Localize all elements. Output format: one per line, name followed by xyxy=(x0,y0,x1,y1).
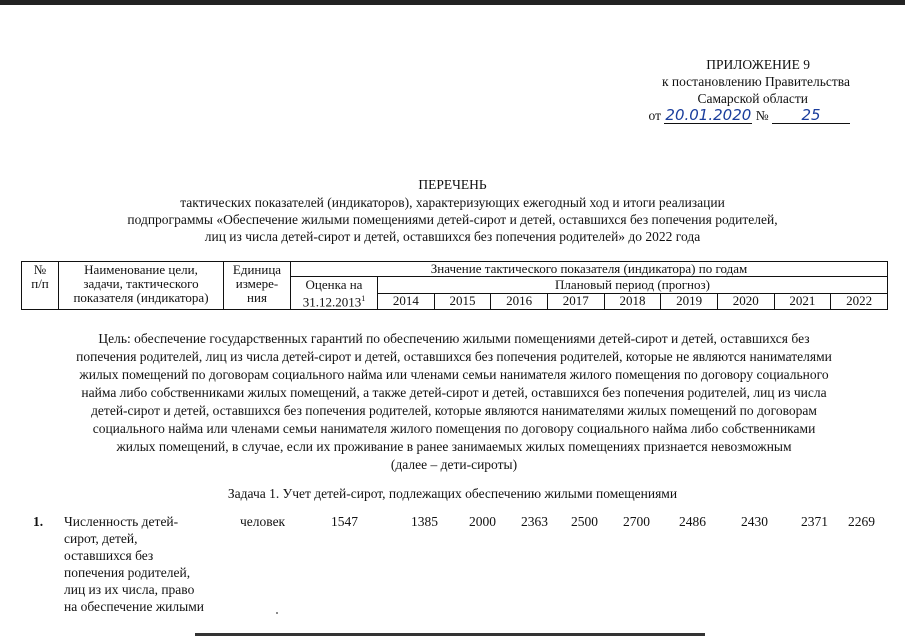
scan-speck xyxy=(276,612,278,614)
list-heading: ПЕРЕЧЕНЬ xyxy=(418,177,487,192)
row-value-2019: 2486 xyxy=(679,514,706,529)
year-header: 2022 xyxy=(831,293,888,310)
row-value-2020: 2430 xyxy=(741,514,768,529)
from-label: от xyxy=(648,108,661,123)
col-num-header: № п/п xyxy=(22,262,59,310)
appendix-line3: Самарской области xyxy=(697,91,808,106)
year-header: 2016 xyxy=(491,293,548,310)
appendix-line2: к постановлению Правительства xyxy=(661,74,850,89)
row-value-2016: 2363 xyxy=(521,514,548,529)
year-header: 2014 xyxy=(378,293,435,310)
goal-paragraph: Цель: обеспечение государственных гарантий по обеспечению жилыми помещениями детей-сирот и детей, оставшихся без попечения родителей, лиц из числа детей-сирот и детей, оставшихся без попечения родителей, которые не являются нанимателями жилых помещений по договорам социального найма или членами семьи нанимателя жилого помещения по договору социального найма либо собственниками жилых помещений, а также детей-сирот и детей, оставшихся без попечения родителей, лиц из числа детей-сирот и детей, оставшихся без попечения родителей, которые являются нанимателями жилых помещений по договорам социального найма или членами семьи нанимателя жилого помещения по договору социального найма либо собственниками жилых помещений, в случае, если их проживание в ранее занимаемых жилых помещениях признается невозможным (далее – дети-сироты) xyxy=(76,331,832,472)
appendix-line1: ПРИЛОЖЕНИЕ 9 xyxy=(706,57,810,72)
row-value-2021: 2371 xyxy=(801,514,828,529)
col-unit-header: Единица измере- ния xyxy=(224,262,291,310)
appendix-date-line xyxy=(600,107,850,124)
row-unit: человек xyxy=(240,514,286,529)
row-number: 1. xyxy=(33,514,44,529)
row-value-2015: 2000 xyxy=(469,514,496,529)
plan-period-header: Плановый период (прогноз) xyxy=(378,277,888,294)
values-by-year-header: Значение тактического показателя (индикатора) по годам xyxy=(291,262,888,277)
handwritten-number: 25 xyxy=(772,108,850,124)
year-header: 2017 xyxy=(547,293,604,310)
indicator-table-header xyxy=(21,261,888,310)
row-value-2017: 2500 xyxy=(571,514,598,529)
col-name-header: Наименование цели, задачи, тактического показателя (индикатора) xyxy=(59,262,224,310)
scan-top-edge xyxy=(0,0,905,5)
year-header: 2018 xyxy=(604,293,661,310)
row-indicator-name: Численность детей- сирот, детей, оставшихся без попечения родителей, лиц из их числа, право на обеспечение жилыми xyxy=(64,514,204,614)
subtitle-line3: лиц из числа детей-сирот и детей, оставшихся без попечения родителей» до 2022 года xyxy=(204,229,701,244)
year-header: 2015 xyxy=(434,293,491,310)
subtitle-line2: подпрограммы «Обеспечение жилыми помещениями детей-сирот и детей, оставшихся без попечения родителей, xyxy=(127,212,778,227)
list-subtitle xyxy=(0,194,905,245)
estimate-header: Оценка на 31.12.2013$^1$ xyxy=(291,277,378,310)
scan-bottom-edge xyxy=(195,633,705,636)
handwritten-date: 20.01.2020 xyxy=(665,106,752,124)
year-header: 2019 xyxy=(661,293,718,310)
row-value-2022: 2269 xyxy=(848,514,875,529)
row-value-2014: 1385 xyxy=(411,514,438,529)
footnote-mark: 1 xyxy=(361,294,366,303)
subtitle-line1: тактических показателей (индикаторов), характеризующих ежегодный ход и итоги реализации xyxy=(180,195,725,210)
year-header: 2020 xyxy=(717,293,774,310)
task-heading: Задача 1. Учет детей-сирот, подлежащих обеспечению жилыми помещениями xyxy=(227,486,678,501)
year-header: 2021 xyxy=(774,293,831,310)
appendix-block xyxy=(600,56,850,124)
number-label: № xyxy=(755,108,769,123)
row-value-2018: 2700 xyxy=(623,514,650,529)
row-value-estimate: 1547 xyxy=(331,514,358,529)
